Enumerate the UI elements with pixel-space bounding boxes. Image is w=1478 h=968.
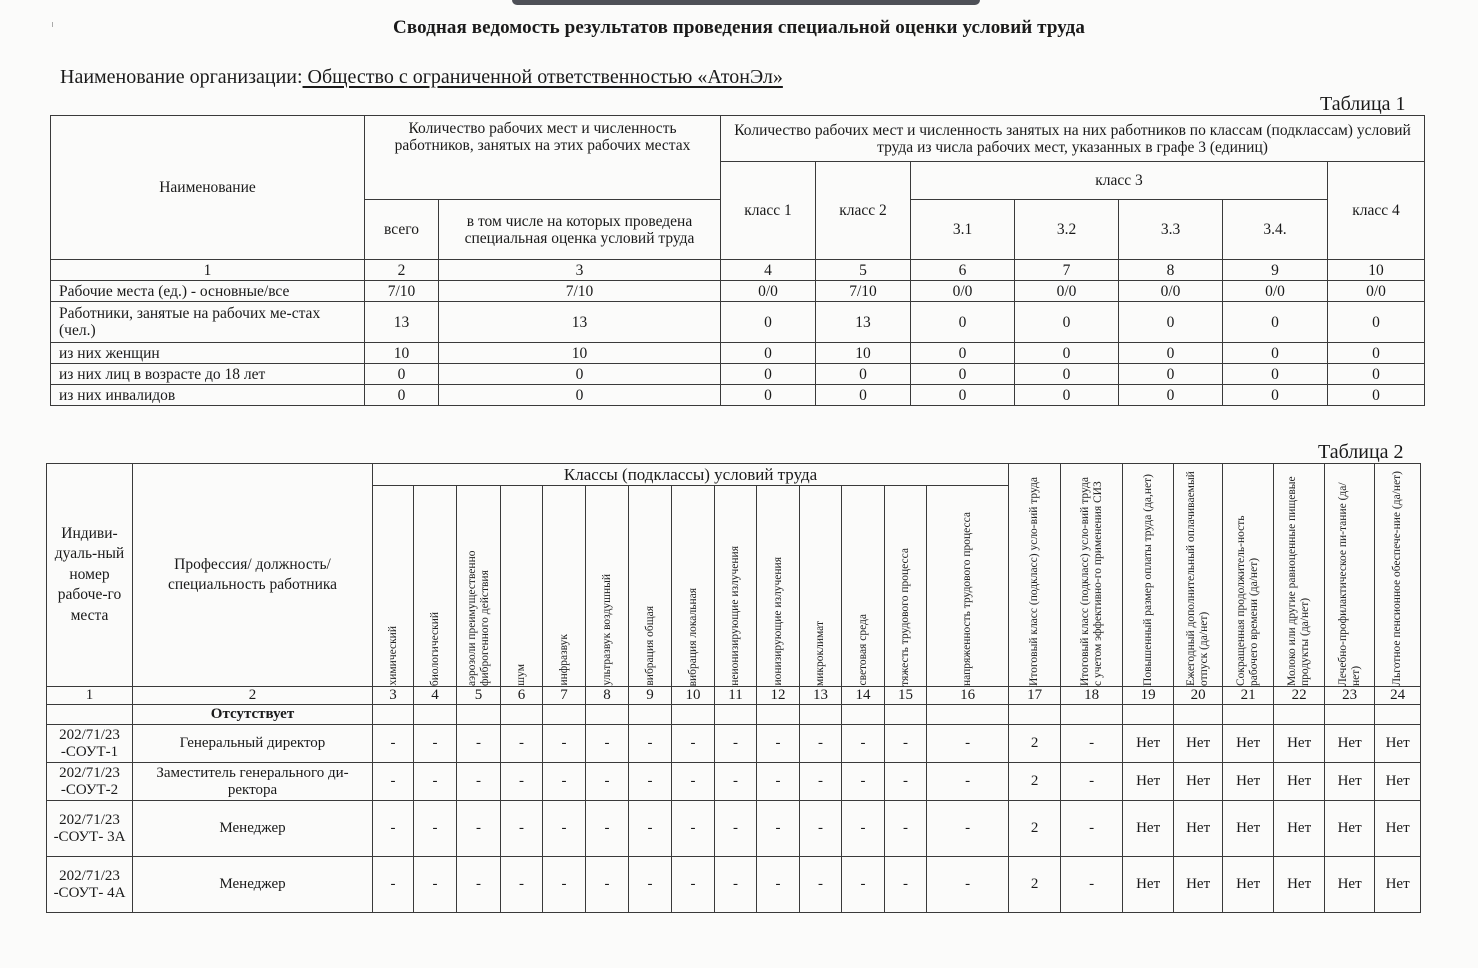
t2-colnum: 3: [373, 687, 414, 705]
t2-factor-cell: -: [842, 763, 885, 801]
t2-header-id: Индиви-дуаль-ный номер рабоче-го места: [47, 464, 133, 687]
t1-cell: 0: [1328, 385, 1425, 406]
t2-header-summary: Льготное пенсионное обеспече-ние (да/нет): [1375, 464, 1421, 687]
t1-cell: 0/0: [1328, 281, 1425, 302]
t2-summary-cell: Нет: [1325, 725, 1375, 763]
t2-factor-cell: -: [414, 857, 457, 913]
t2-factor-cell: -: [373, 725, 414, 763]
t2-factor-cell: -: [373, 857, 414, 913]
t2-table-row: [47, 763, 1421, 801]
t1-cell: 13: [439, 302, 721, 343]
t2-colnum: 21: [1223, 687, 1274, 705]
t1-cell: 0: [1328, 343, 1425, 364]
t2-colnum: 24: [1375, 687, 1421, 705]
t2-factor-cell: -: [757, 857, 800, 913]
t1-cell: 0: [911, 302, 1015, 343]
t2-factor-cell: -: [927, 725, 1009, 763]
t1-cell: 0: [816, 385, 911, 406]
t2-factor-cell: -: [414, 725, 457, 763]
t1-header-3-4: 3.4.: [1223, 200, 1328, 260]
t2-colnum: 11: [715, 687, 757, 705]
t2-header-classes: Классы (подклассы) условий труда: [373, 464, 1009, 486]
t1-cell: 7/10: [439, 281, 721, 302]
t2-factor-cell: -: [885, 857, 927, 913]
t1-row-label: Работники, занятые на рабочих ме-стах (чел.): [51, 302, 365, 343]
t1-cell: 0: [1119, 385, 1223, 406]
t2-table-row: [47, 801, 1421, 857]
t2-summary-cell: 2: [1009, 763, 1061, 801]
t2-column-numbers: [47, 687, 1421, 705]
t1-row-women: [51, 343, 1425, 364]
t1-cell: 0: [365, 385, 439, 406]
t1-cell: 0: [1223, 364, 1328, 385]
t2-colnum: 16: [927, 687, 1009, 705]
t1-row-workplaces: [51, 281, 1425, 302]
t2-colnum: 9: [629, 687, 672, 705]
t2-summary-cell: Нет: [1274, 725, 1325, 763]
t2-factor-cell: -: [672, 801, 715, 857]
t2-colnum: 8: [586, 687, 629, 705]
t2-factor-cell: -: [715, 801, 757, 857]
t2-factor-cell: -: [457, 801, 501, 857]
t2-factor-cell: -: [629, 725, 672, 763]
t2-colnum: 12: [757, 687, 800, 705]
t2-factor-cell: -: [586, 801, 629, 857]
t2-colnum: 7: [543, 687, 586, 705]
t1-header-workplaces: Количество рабочих мест и численность работников, занятых на этих рабочих местах: [365, 116, 721, 200]
t2-factor-cell: -: [715, 857, 757, 913]
t1-cell: 0: [1223, 302, 1328, 343]
t1-cell: 10: [365, 343, 439, 364]
t2-header-summary: Сокращенная продолжитель-ность рабочего времени (да/нет): [1223, 464, 1274, 687]
t2-header-summary: Молоко или другие равноценные пищевые продукты (да/нет): [1274, 464, 1325, 687]
t2-factor-cell: -: [629, 763, 672, 801]
t2-factor-cell: -: [373, 763, 414, 801]
t2-header-summary: Итоговый класс (подкласс) усло-вий труда: [1009, 464, 1061, 687]
t1-cell: 0: [1119, 343, 1223, 364]
t2-summary-cell: -: [1061, 801, 1123, 857]
t1-cell: 0: [1015, 385, 1119, 406]
t1-cell: 0: [1015, 343, 1119, 364]
t2-factor-cell: -: [457, 725, 501, 763]
t2-factor-cell: -: [800, 801, 842, 857]
t1-colnum: 10: [1328, 260, 1425, 281]
t2-factor-cell: -: [842, 725, 885, 763]
t2-section-label: Отсутствует: [133, 705, 373, 725]
t2-header-factor: микроклимат: [800, 486, 842, 687]
t2-summary-cell: 2: [1009, 801, 1061, 857]
t2-header-factor: световая среда: [842, 486, 885, 687]
t2-factor-cell: -: [501, 857, 543, 913]
document-title: Сводная ведомость результатов проведения специальной оценки условий труда: [393, 17, 1085, 38]
t2-profession: Генеральный директор: [133, 725, 373, 763]
t1-cell: 0: [1223, 343, 1328, 364]
t1-cell: 0: [911, 364, 1015, 385]
t2-header-factor: ионизирующие излучения: [757, 486, 800, 687]
t2-factor-cell: -: [501, 725, 543, 763]
t2-factor-cell: -: [885, 763, 927, 801]
t2-summary-cell: Нет: [1223, 801, 1274, 857]
t1-row-workers: [51, 302, 1425, 343]
t2-factor-cell: -: [757, 725, 800, 763]
t1-colnum: 4: [721, 260, 816, 281]
t1-cell: 0: [1119, 302, 1223, 343]
t2-colnum: 15: [885, 687, 927, 705]
t1-cell: 0: [721, 343, 816, 364]
t2-factor-cell: -: [672, 725, 715, 763]
organization-label: Наименование организации:: [60, 66, 303, 88]
t1-row-label: Рабочие места (ед.) - основные/все: [51, 281, 365, 302]
t2-table-row: [47, 857, 1421, 913]
t2-summary-cell: Нет: [1174, 725, 1223, 763]
t2-colnum: 13: [800, 687, 842, 705]
t1-cell: 0/0: [721, 281, 816, 302]
t1-colnum: 1: [51, 260, 365, 281]
t1-header-class3: класс 3: [911, 162, 1328, 200]
t2-colnum: 17: [1009, 687, 1061, 705]
t1-colnum: 2: [365, 260, 439, 281]
viewer-top-bar: [512, 0, 980, 5]
t1-cell: 0: [816, 364, 911, 385]
t2-factor-cell: -: [414, 801, 457, 857]
t2-header-factor: шум: [501, 486, 543, 687]
t2-summary-cell: Нет: [1375, 801, 1421, 857]
t1-header-3-3: 3.3: [1119, 200, 1223, 260]
t2-colnum: 19: [1123, 687, 1174, 705]
t1-cell: 0: [1328, 364, 1425, 385]
t2-summary-cell: Нет: [1174, 857, 1223, 913]
t2-colnum: 23: [1325, 687, 1375, 705]
t1-colnum: 7: [1015, 260, 1119, 281]
t2-summary-cell: Нет: [1223, 763, 1274, 801]
t2-empty-cell: [47, 705, 133, 725]
t1-cell: 0: [721, 364, 816, 385]
t2-colnum: 5: [457, 687, 501, 705]
t1-cell: 0: [439, 364, 721, 385]
t2-header-factor: биологический: [414, 486, 457, 687]
t1-cell: 0: [1223, 385, 1328, 406]
t2-factor-cell: -: [501, 801, 543, 857]
t2-summary-cell: Нет: [1223, 725, 1274, 763]
t2-factor-cell: -: [885, 725, 927, 763]
t2-factor-cell: -: [586, 763, 629, 801]
table2-workplaces: [46, 463, 1421, 913]
t2-header-factor: напряженность трудового процесса: [927, 486, 1009, 687]
t2-summary-cell: Нет: [1174, 763, 1223, 801]
organization-value: Общество с ограниченной ответственностью «АтонЭл»: [302, 66, 783, 88]
t1-cell: 0: [911, 385, 1015, 406]
t2-factor-cell: -: [543, 725, 586, 763]
t2-header-summary: Итоговый класс (подкласс) усло-вий труда с учетом эффективно-го применения СИЗ: [1061, 464, 1123, 687]
t2-profession: Заместитель генерального ди-ректора: [133, 763, 373, 801]
t1-colnum: 9: [1223, 260, 1328, 281]
t1-colnum: 6: [911, 260, 1015, 281]
t1-header-class2: класс 2: [816, 162, 911, 260]
t2-factor-cell: -: [757, 763, 800, 801]
t2-summary-cell: Нет: [1123, 763, 1174, 801]
t2-header-factor: химический: [373, 486, 414, 687]
t1-cell: 0: [721, 302, 816, 343]
t2-colnum: 14: [842, 687, 885, 705]
t2-header-factor: вибрация локальная: [672, 486, 715, 687]
t2-factor-cell: -: [672, 857, 715, 913]
t2-summary-cell: Нет: [1223, 857, 1274, 913]
t2-summary-cell: Нет: [1274, 857, 1325, 913]
t1-header-name: Наименование: [51, 116, 365, 260]
t1-header-3-2: 3.2: [1015, 200, 1119, 260]
t2-summary-cell: Нет: [1325, 801, 1375, 857]
t2-summary-cell: -: [1061, 857, 1123, 913]
t1-header-assessed: в том числе на которых проведена специальная оценка условий труда: [439, 200, 721, 260]
t2-summary-cell: Нет: [1274, 801, 1325, 857]
t1-cell: 0/0: [1223, 281, 1328, 302]
t2-colnum: 4: [414, 687, 457, 705]
t2-summary-cell: 2: [1009, 725, 1061, 763]
t2-workplace-id: 202/71/23 -СОУТ-1: [47, 725, 133, 763]
t2-summary-cell: Нет: [1174, 801, 1223, 857]
t2-workplace-id: 202/71/23 -СОУТ- 3А: [47, 801, 133, 857]
t2-factor-cell: -: [927, 801, 1009, 857]
t2-workplace-id: 202/71/23 -СОУТ-2: [47, 763, 133, 801]
t2-colnum: 1: [47, 687, 133, 705]
t2-header-summary: Лечебно-профилактическое пи-тание (да/нет): [1325, 464, 1375, 687]
table1-caption: Таблица 1: [1320, 93, 1406, 115]
t1-cell: 0/0: [911, 281, 1015, 302]
t1-row-label: из них лиц в возрасте до 18 лет: [51, 364, 365, 385]
t2-summary-cell: Нет: [1375, 725, 1421, 763]
t2-factor-cell: -: [543, 857, 586, 913]
t2-header-factor: аэрозоли преимущественно фиброгенного действия: [457, 486, 501, 687]
t1-cell: 13: [816, 302, 911, 343]
t1-row-minors: [51, 364, 1425, 385]
t1-cell: 0: [1015, 302, 1119, 343]
t1-header-total: всего: [365, 200, 439, 260]
t2-factor-cell: -: [842, 857, 885, 913]
t1-cell: 13: [365, 302, 439, 343]
t1-cell: 7/10: [365, 281, 439, 302]
t2-factor-cell: -: [927, 763, 1009, 801]
t2-header-factor: тяжесть трудового процесса: [885, 486, 927, 687]
t2-factor-cell: -: [629, 857, 672, 913]
t2-summary-cell: Нет: [1375, 857, 1421, 913]
t2-factor-cell: -: [927, 857, 1009, 913]
t2-header-summary: Ежегодный дополнительный оплачиваемый отпуск (да/нет): [1174, 464, 1223, 687]
t2-factor-cell: -: [757, 801, 800, 857]
t1-cell: 0: [911, 343, 1015, 364]
t2-profession: Менеджер: [133, 857, 373, 913]
t2-table-row: [47, 725, 1421, 763]
t1-cell: 0: [439, 385, 721, 406]
t1-header-3-1: 3.1: [911, 200, 1015, 260]
t2-section-row: [47, 705, 1421, 725]
t2-factor-cell: -: [457, 763, 501, 801]
t2-colnum: 18: [1061, 687, 1123, 705]
t2-header-factor: инфразвук: [543, 486, 586, 687]
t1-cell: 0: [365, 364, 439, 385]
t1-cell: 10: [439, 343, 721, 364]
t2-factor-cell: -: [629, 801, 672, 857]
t2-factor-cell: -: [586, 857, 629, 913]
t2-colnum: 6: [501, 687, 543, 705]
t1-colnum: 8: [1119, 260, 1223, 281]
t2-summary-cell: -: [1061, 763, 1123, 801]
t2-summary-cell: Нет: [1325, 857, 1375, 913]
t2-summary-cell: Нет: [1123, 801, 1174, 857]
t1-cell: 0: [721, 385, 816, 406]
t2-factor-cell: -: [501, 763, 543, 801]
t1-cell: 0/0: [1015, 281, 1119, 302]
t2-factor-cell: -: [414, 763, 457, 801]
t2-factor-cell: -: [715, 763, 757, 801]
t1-cell: 7/10: [816, 281, 911, 302]
t2-factor-cell: -: [885, 801, 927, 857]
t2-factor-cell: -: [800, 725, 842, 763]
t1-cell: 10: [816, 343, 911, 364]
t2-summary-cell: Нет: [1274, 763, 1325, 801]
t2-summary-cell: 2: [1009, 857, 1061, 913]
t2-workplace-id: 202/71/23 -СОУТ- 4А: [47, 857, 133, 913]
t2-colnum: 10: [672, 687, 715, 705]
table1-summary: [50, 115, 1425, 406]
t1-header-classes: Количество рабочих мест и численность занятых на них работников по классам (подклассам) условий труда из числа рабочих мест, указанных в графе 3 (единиц): [721, 116, 1425, 162]
t2-factor-cell: -: [672, 763, 715, 801]
t2-factor-cell: -: [715, 725, 757, 763]
t2-summary-cell: Нет: [1123, 725, 1174, 763]
t2-header-summary: Повышенный размер оплаты труда (да,нет): [1123, 464, 1174, 687]
t1-header-class4: класс 4: [1328, 162, 1425, 260]
t2-factor-cell: -: [373, 801, 414, 857]
t2-factor-cell: -: [543, 801, 586, 857]
t2-summary-cell: -: [1061, 725, 1123, 763]
t1-row-label: из них женщин: [51, 343, 365, 364]
t2-factor-cell: -: [800, 763, 842, 801]
t1-cell: 0: [1015, 364, 1119, 385]
t2-factor-cell: -: [457, 857, 501, 913]
organization-line: [60, 66, 783, 89]
t2-colnum: 2: [133, 687, 373, 705]
t2-header-factor: неионизирующие излучения: [715, 486, 757, 687]
t2-header-factor: вибрация общая: [629, 486, 672, 687]
t2-summary-cell: Нет: [1123, 857, 1174, 913]
t2-summary-cell: Нет: [1325, 763, 1375, 801]
t1-cell: 0: [1119, 364, 1223, 385]
t1-row-disabled: [51, 385, 1425, 406]
t2-header-profession: Профессия/ должность/ специальность работника: [133, 464, 373, 687]
table2-caption: Таблица 2: [1318, 441, 1404, 463]
t2-summary-cell: Нет: [1375, 763, 1421, 801]
t2-colnum: 22: [1274, 687, 1325, 705]
t1-cell: 0: [1328, 302, 1425, 343]
t2-factor-cell: -: [586, 725, 629, 763]
t2-colnum: 20: [1174, 687, 1223, 705]
t1-cell: 0/0: [1119, 281, 1223, 302]
t1-colnum: 3: [439, 260, 721, 281]
t2-header-factor: ультразвук воздушный: [586, 486, 629, 687]
t1-header-class1: класс 1: [721, 162, 816, 260]
t1-row-label: из них инвалидов: [51, 385, 365, 406]
t2-profession: Менеджер: [133, 801, 373, 857]
t2-factor-cell: -: [842, 801, 885, 857]
t2-factor-cell: -: [800, 857, 842, 913]
t1-colnum: 5: [816, 260, 911, 281]
t2-factor-cell: -: [543, 763, 586, 801]
